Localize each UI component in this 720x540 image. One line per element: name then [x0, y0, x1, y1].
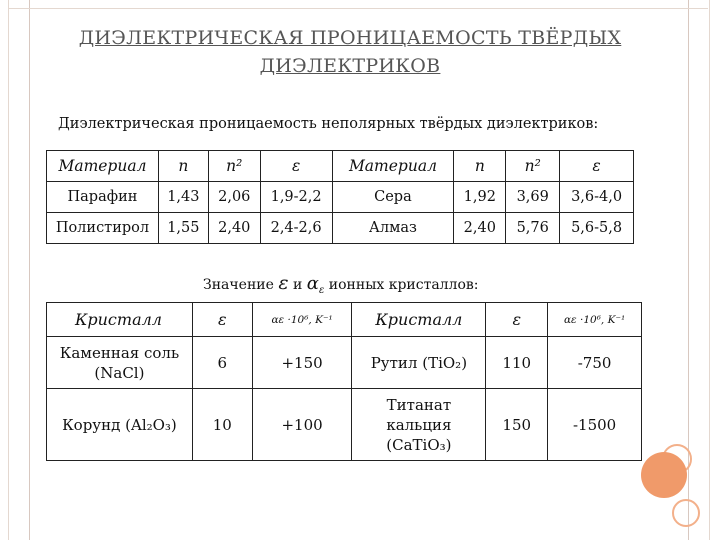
table-cell: 5,6-5,8	[560, 213, 634, 244]
slide-title	[30, 24, 670, 80]
decor-filled-circle	[641, 452, 687, 498]
header-n: n	[158, 151, 208, 182]
header-material: Материал	[47, 151, 159, 182]
caption-epsilon-symbol: ε	[278, 272, 289, 294]
header-crystal-2: Кристалл	[352, 303, 486, 337]
top-frame-line	[8, 8, 708, 9]
table2-caption	[203, 272, 478, 296]
table-cell: 2,40	[454, 213, 506, 244]
nonpolar-dielectrics-table	[46, 150, 634, 244]
caption-and: и	[293, 277, 303, 293]
table-cell: 5,76	[506, 213, 560, 244]
table-cell: 2,06	[208, 182, 260, 213]
table1-caption: Диэлектрическая проницаемость неполярных твёрдых диэлектриков:	[58, 116, 599, 132]
header-n-squared-2: n²	[506, 151, 560, 182]
header-epsilon: ε	[192, 303, 252, 337]
table-cell: 6	[192, 337, 252, 389]
table-cell: -750	[548, 337, 642, 389]
table-row	[47, 213, 634, 244]
table-row	[47, 389, 642, 461]
table-header-row	[47, 151, 634, 182]
table-cell: Титанат кальция (CaTiO₃)	[352, 389, 486, 461]
table-cell: 1,9-2,2	[260, 182, 332, 213]
header-crystal: Кристалл	[47, 303, 193, 337]
table-cell: Сера	[332, 182, 454, 213]
table-row	[47, 337, 642, 389]
table-cell: -1500	[548, 389, 642, 461]
table-cell: 110	[486, 337, 548, 389]
table-cell: Парафин	[47, 182, 159, 213]
table-cell: Каменная соль (NaCl)	[47, 337, 193, 389]
table-header-row	[47, 303, 642, 337]
table-cell: +150	[252, 337, 352, 389]
table-cell: 1,55	[158, 213, 208, 244]
header-alpha-epsilon: αε ·10⁶, K⁻¹	[252, 303, 352, 337]
table-cell: 1,43	[158, 182, 208, 213]
header-material-2: Материал	[332, 151, 454, 182]
caption-prefix: Значение	[203, 277, 274, 293]
header-n-2: n	[454, 151, 506, 182]
caption-alpha-subscript: ε	[318, 284, 325, 296]
left-frame-strip	[8, 0, 30, 540]
header-epsilon: ε	[260, 151, 332, 182]
header-epsilon-2: ε	[486, 303, 548, 337]
table-cell: 2,4-2,6	[260, 213, 332, 244]
decor-ring-bottom	[672, 499, 700, 527]
header-epsilon-2: ε	[560, 151, 634, 182]
caption-suffix: ионных кристаллов:	[328, 277, 479, 293]
caption-alpha-symbol: α	[306, 273, 319, 294]
table-cell: Рутил (TiO₂)	[352, 337, 486, 389]
title-line-1: ДИЭЛЕКТРИЧЕСКАЯ ПРОНИЦАЕМОСТЬ ТВЁРДЫХ	[78, 27, 622, 49]
table-cell: Полистирол	[47, 213, 159, 244]
table-cell: 150	[486, 389, 548, 461]
header-n-squared: n²	[208, 151, 260, 182]
table-cell: 2,40	[208, 213, 260, 244]
ionic-crystals-table	[46, 302, 642, 461]
table-cell: 1,92	[454, 182, 506, 213]
table-cell: 10	[192, 389, 252, 461]
table-cell: Корунд (Al₂O₃)	[47, 389, 193, 461]
table-cell: Алмаз	[332, 213, 454, 244]
table-cell: 3,6-4,0	[560, 182, 634, 213]
table-cell: 3,69	[506, 182, 560, 213]
table-cell: +100	[252, 389, 352, 461]
table-row	[47, 182, 634, 213]
header-alpha-epsilon-2: αε ·10⁶, K⁻¹	[548, 303, 642, 337]
title-line-2: ДИЭЛЕКТРИКОВ	[259, 55, 441, 77]
